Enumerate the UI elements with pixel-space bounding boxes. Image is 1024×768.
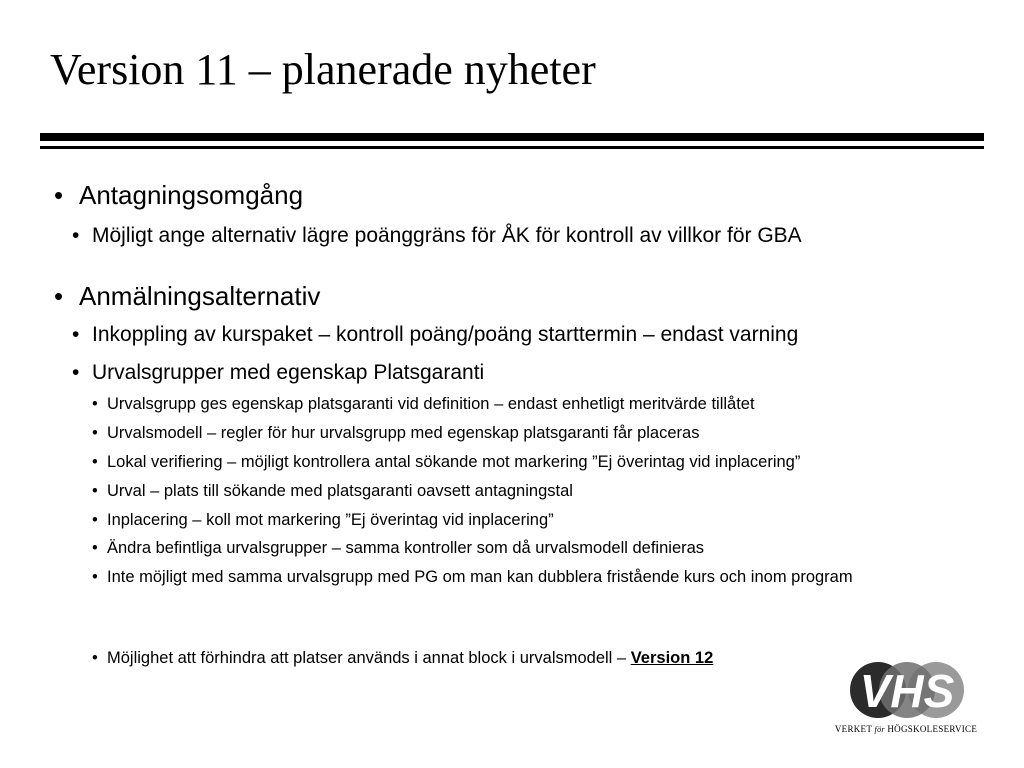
bullet-dot: • [92,649,98,667]
bullet-dot: • [92,511,98,529]
logo-caption-part: VERKET [834,724,872,734]
bullet-text-body: Möjlighet att förhindra att platser används i annat block i urvalsmodell – [107,649,631,667]
bullet-text: Urval – plats till sökande med platsgaranti oavsett antagningstal [107,482,573,500]
title-divider-thick [40,133,984,141]
bullet-text: Urvalsgrupper med egenskap Platsgaranti [92,361,485,384]
bullet-level2-poanggrans [72,223,802,249]
bullet-level1-anmalningsalternativ [54,281,320,311]
bullet-text: Urvalsmodell – regler för hur urvalsgrupp med egenskap platsgaranti får placeras [107,424,700,442]
bullet-dot: • [72,224,80,247]
bullet-level2-kurspaket [72,322,798,348]
bullet-text: Inkoppling av kurspaket – kontroll poäng/poäng starttermin – endast varning [92,323,799,346]
bullet-level3-item [92,537,704,559]
bullet-dot: • [92,453,98,471]
title-divider-thin [40,146,984,149]
bullet-dot: • [72,361,80,384]
bullet-dot: • [92,395,98,413]
bullet-text: Anmälningsalternativ [79,281,321,311]
bullet-dot: • [92,424,98,442]
bullet-dot: • [92,539,98,557]
bullet-level1-antagningsomgang [54,180,303,210]
bullet-dot: • [92,482,98,500]
bullet-level3-version12 [92,647,713,669]
bullet-level3-item [92,393,755,415]
version-12-link[interactable]: Version 12 [630,649,714,667]
slide-title: Version 11 – planerade nyheter [50,45,596,94]
bullet-dot: • [92,568,98,586]
bullet-text: Möjligt ange alternativ lägre poänggräns för ÅK för kontroll av villkor för GBA [92,224,802,247]
bullet-dot: • [54,281,64,311]
bullet-level2-platsgaranti [72,360,484,386]
logo-caption-part: HÖGSKOLESERVICE [887,724,978,734]
bullet-level3-item [92,451,800,473]
bullet-text: Inte möjligt med samma urvalsgrupp med PG om man kan dubblera fristående kurs och inom program [107,568,853,586]
bullet-level3-item [92,509,554,531]
vhs-logo-mark: VHS [859,665,955,717]
bullet-dot: • [54,180,64,210]
bullet-level3-item [92,480,573,502]
bullet-text [107,649,713,667]
bullet-text: Ändra befintliga urvalsgrupper – samma kontroller som då urvalsmodell definieras [107,539,705,557]
bullet-dot: • [72,323,80,346]
bullet-text: Urvalsgrupp ges egenskap platsgaranti vid definition – endast enhetligt meritvärde tillåtet [107,395,755,413]
logo-caption-part: för [874,725,885,734]
bullet-text: Lokal verifiering – möjligt kontrollera antal sökande mot markering ”Ej överintag vid inplacering” [107,453,801,471]
bullet-level3-item [92,422,699,444]
bullet-text: Antagningsomgång [79,180,304,210]
bullet-level3-item [92,566,952,588]
logo-caption [826,724,986,734]
bullet-text: Inplacering – koll mot markering ”Ej överintag vid inplacering” [107,511,554,529]
